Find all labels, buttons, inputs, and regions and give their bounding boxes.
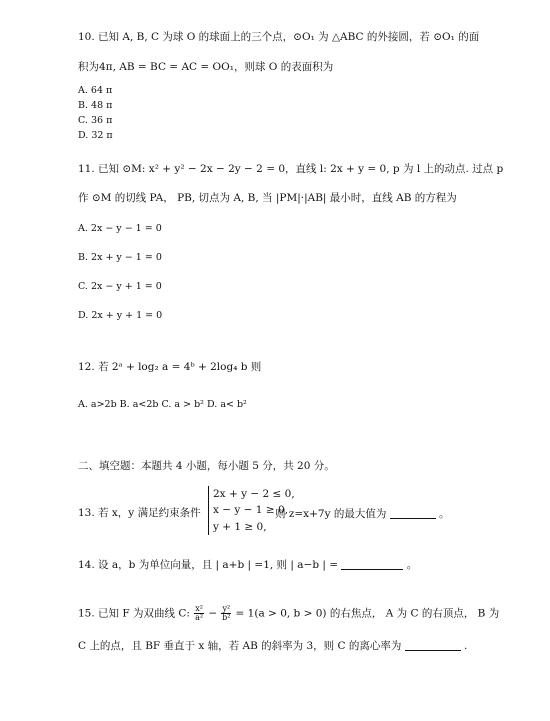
q13-end: 。 [439, 508, 450, 520]
q15-line1-end: = 1(a > 0, b > 0) 的右焦点， A 为 C 的右顶点， B 为 [235, 607, 500, 620]
q13-answer-blank [390, 507, 436, 519]
q15-line2-wrap [78, 639, 467, 653]
q13-prefix: 13. 若 x，y 满足约束条件 [78, 507, 201, 519]
q12-stem: 12. 若 2ᵃ + log₂ a = 4ᵇ + 2log₄ b 则 [78, 361, 262, 373]
q15-minus: − [208, 607, 218, 620]
q13-constraint-2: x − y − 1 ≥ 0, [213, 504, 288, 517]
q15-frac2-den: b² [222, 613, 231, 622]
q14-answer-blank [341, 558, 403, 570]
q15-fraction-y [221, 605, 231, 622]
q13-suffix: 则 z=x+7y 的最大值为 [275, 508, 387, 520]
q14-end: 。 [406, 559, 418, 571]
q11-option-d: D. 2x + y + 1 = 0 [78, 310, 163, 321]
section-heading: 二、填空题：本题共 4 小题，每小题 5 分，共 20 分。 [78, 460, 335, 472]
q10-option-d: D. 32 π [78, 130, 113, 141]
q15-answer-blank [405, 639, 461, 651]
q10-option-b: B. 48 π [78, 100, 113, 111]
q11-option-a: A. 2x − y − 1 = 0 [78, 223, 162, 234]
q14-line [78, 558, 417, 572]
q12-options: A. a>2b B. a<2b C. a > b² D. a< b² [78, 399, 247, 410]
q10-line1: 10. 已知 A, B, C 为球 O 的球面上的三个点，⊙O₁ 为 △ABC 的外接圆，若 ⊙O₁ 的面 [78, 31, 480, 43]
q13-suffix-line [275, 507, 450, 521]
q11-option-c: C. 2x − y + 1 = 0 [78, 281, 162, 292]
q15-fraction-x [194, 605, 204, 622]
q10-option-a: A. 64 π [78, 85, 113, 96]
q15-frac1-den: a² [195, 613, 204, 622]
q15-end: . [464, 640, 468, 652]
q15-line1 [78, 605, 499, 622]
q13-constraint-1: 2x + y − 2 ≤ 0, [213, 488, 295, 500]
q14-text: 14. 设 a，b 为单位向量，且 | a+b | =1, 则 | a−b | = [78, 559, 339, 571]
q11-line1: 11. 已知 ⊙M: x² + y² − 2x − 2y − 2 = 0，直线 l: 2x + y = 0, p 为 l 上的动点. 过点 p [78, 163, 504, 175]
q10-option-c: C. 36 π [78, 115, 113, 126]
q13-constraint-3: y + 1 ≥ 0, [213, 520, 267, 533]
q15-line2: C 上的点，且 BF 垂直于 x 轴，若 AB 的斜率为 3，则 C 的离心率为 [78, 640, 402, 652]
q11-option-b: B. 2x + y − 1 = 0 [78, 252, 162, 263]
q11-line2: 作 ⊙M 的切线 PA， PB, 切点为 A, B, 当 |PM|·|AB| 最小时，直线 AB 的方程为 [78, 192, 457, 204]
q15-frac1-num: x² [195, 604, 203, 613]
q15-line1-start: 15. 已知 F 为双曲线 C: [78, 607, 190, 620]
q15-frac2-num: y² [222, 604, 231, 613]
q10-line2: 积为4π, AB = BC = AC = OO₁，则球 O 的表面积为 [78, 61, 334, 73]
